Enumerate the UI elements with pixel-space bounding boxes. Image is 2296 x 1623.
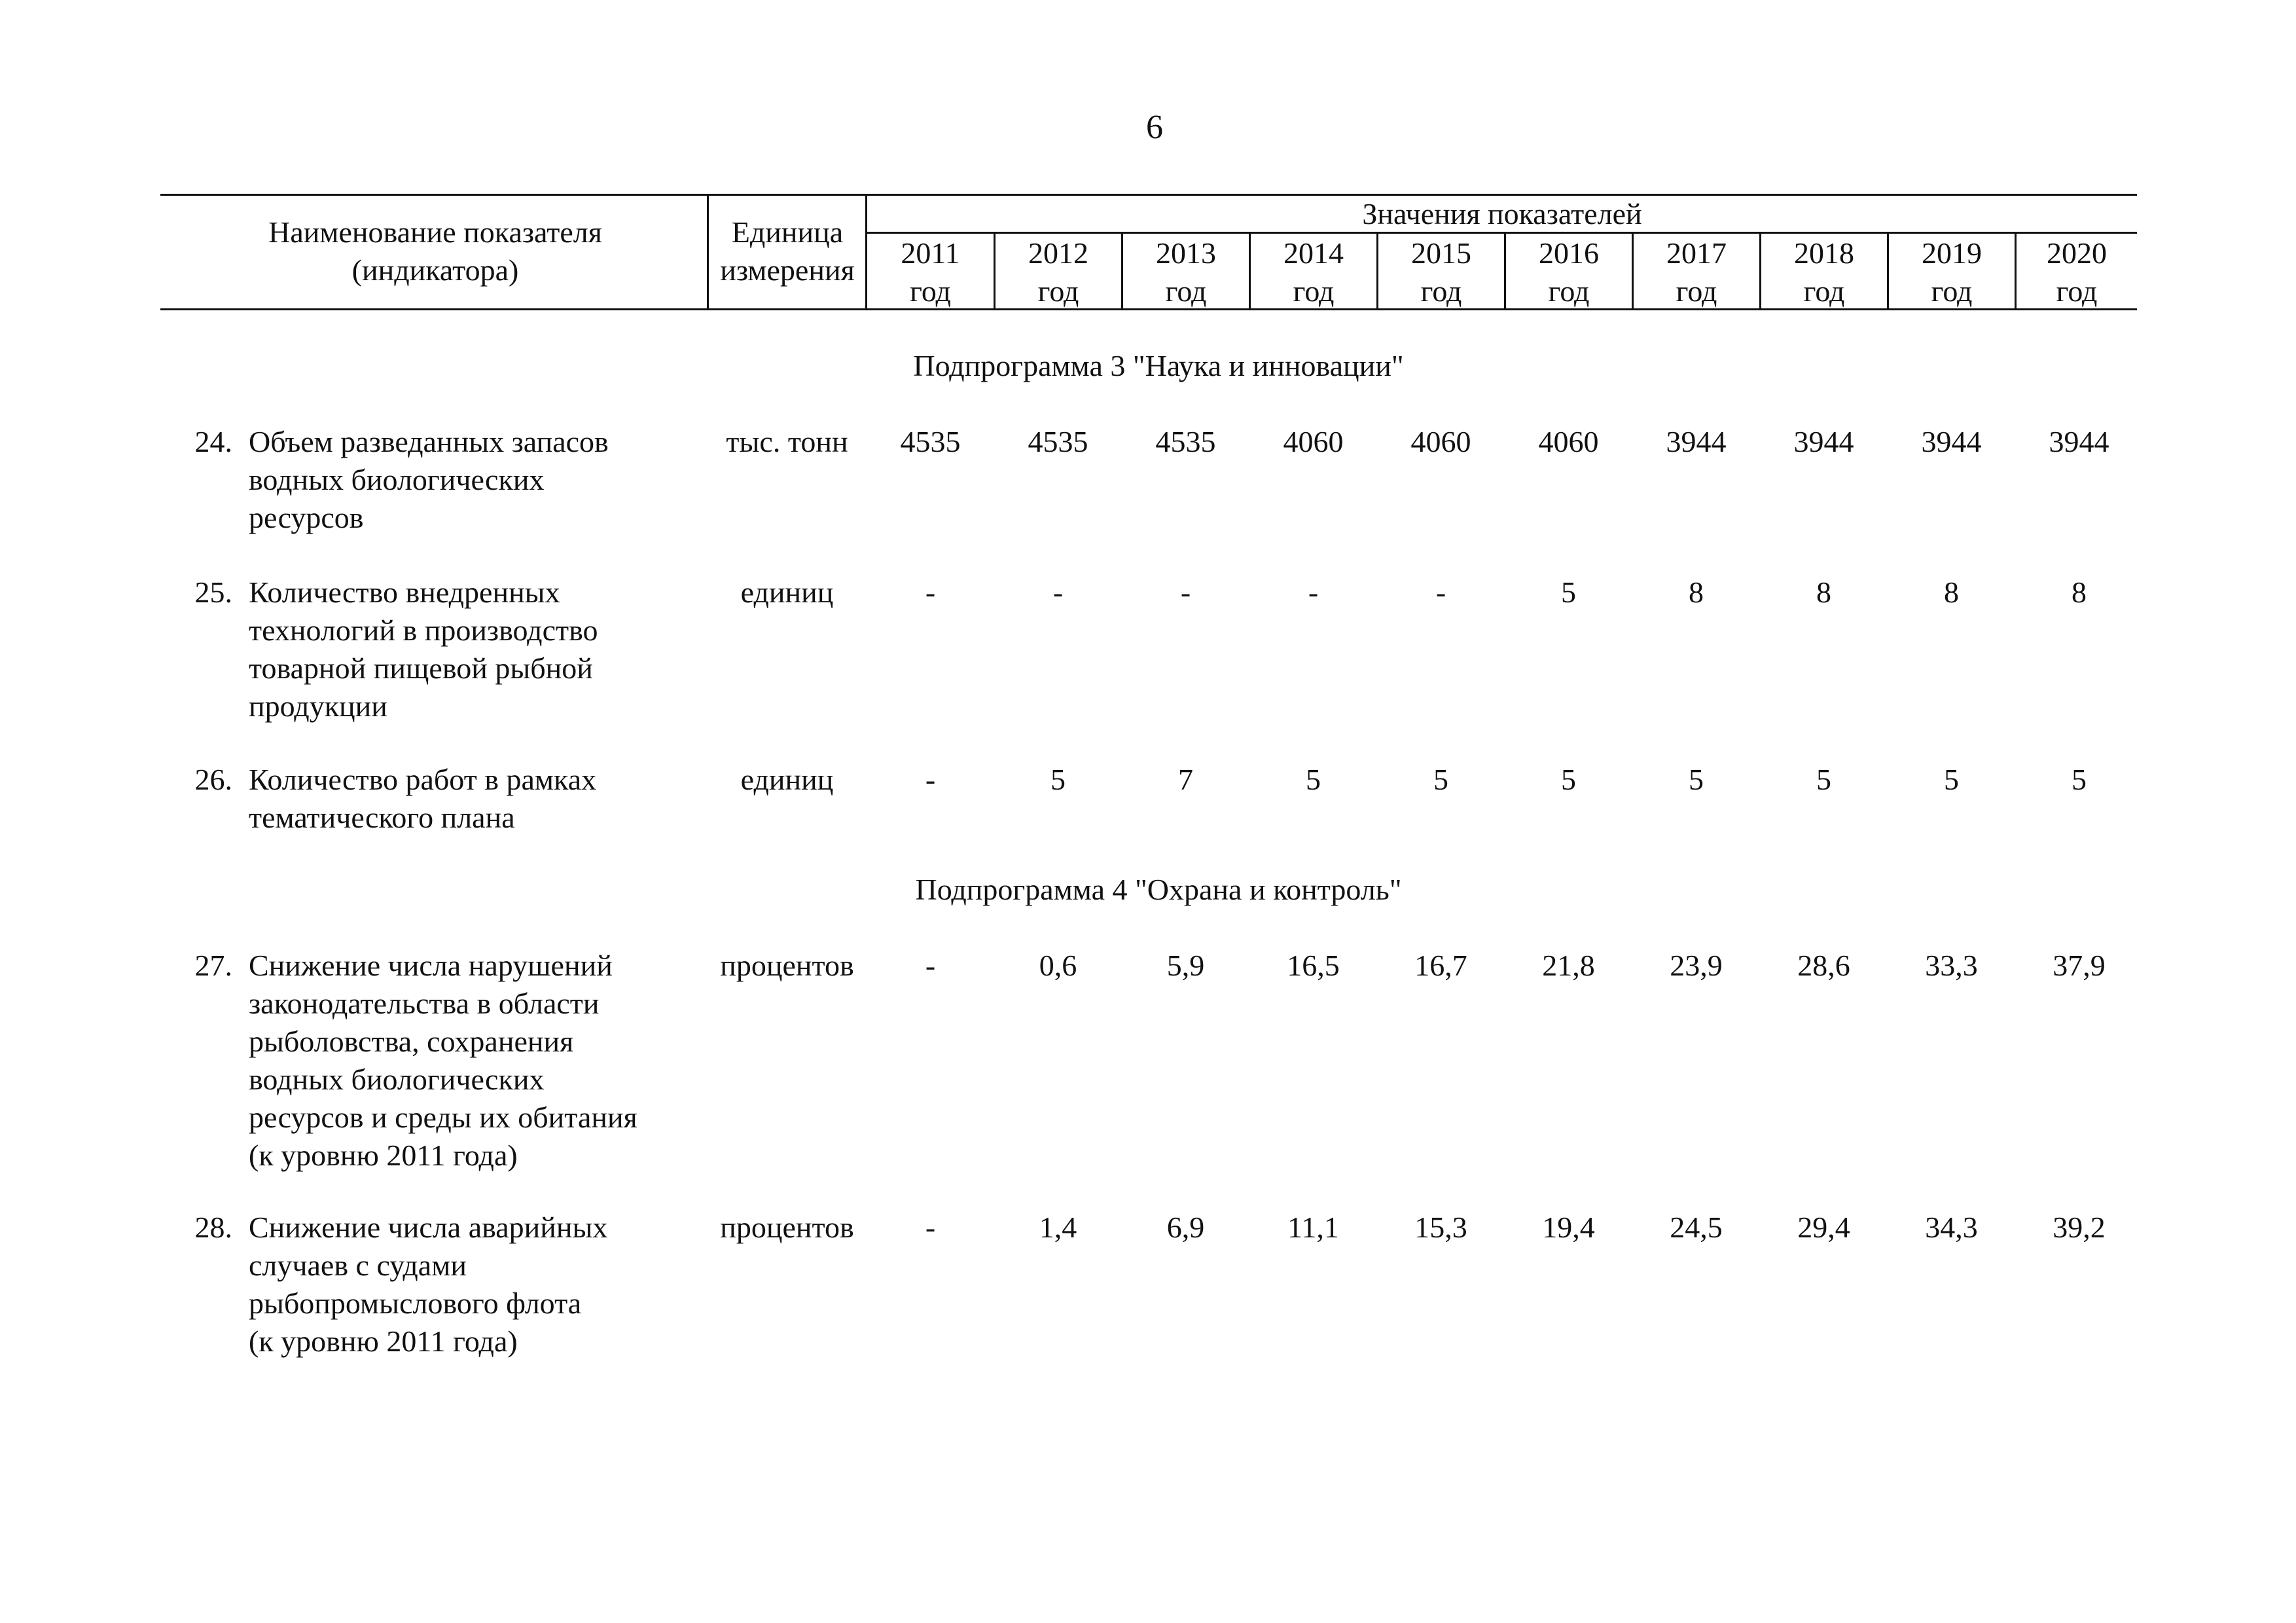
header-year-2015 bbox=[1378, 234, 1504, 310]
value-2012: 1,4 bbox=[1039, 1211, 1077, 1244]
row-number: 24. bbox=[194, 425, 232, 458]
value-2020: 37,9 bbox=[2053, 949, 2106, 982]
value-2016: 19,4 bbox=[1542, 1211, 1595, 1244]
year-label: 2011 bbox=[901, 236, 960, 270]
header-year-2018 bbox=[1761, 234, 1887, 310]
row-indicator-name: Объем разведанных запасов водных биологических ресурсов bbox=[249, 425, 609, 534]
value-2018: 29,4 bbox=[1797, 1211, 1850, 1244]
value-2015: 16,7 bbox=[1414, 949, 1467, 982]
header-year-2019 bbox=[1889, 234, 2015, 310]
value-2014: 16,5 bbox=[1287, 949, 1340, 982]
value-2013: 4535 bbox=[1155, 425, 1216, 458]
value-2013: 7 bbox=[1178, 763, 1193, 796]
value-2011: - bbox=[925, 949, 936, 982]
value-2014: 5 bbox=[1306, 763, 1321, 796]
value-2017: 3944 bbox=[1666, 425, 1727, 458]
value-2017: 5 bbox=[1689, 763, 1704, 796]
value-2018: 8 bbox=[1816, 575, 1831, 609]
value-2014: - bbox=[1308, 575, 1319, 609]
row-unit: тыс. тонн bbox=[726, 425, 848, 458]
row-number: 25. bbox=[194, 575, 232, 609]
year-suffix: год bbox=[1037, 274, 1079, 308]
value-2014: 11,1 bbox=[1287, 1211, 1339, 1244]
value-2011: 4535 bbox=[900, 425, 961, 458]
value-2018: 28,6 bbox=[1797, 949, 1850, 982]
header-year-2016 bbox=[1506, 234, 1632, 310]
row-indicator-name: Снижение числа аварийных случаев с судами рыбопромыслового флота (к уровню 2011 года) bbox=[249, 1211, 608, 1358]
value-2019: 34,3 bbox=[1925, 1211, 1978, 1244]
year-suffix: год bbox=[1420, 274, 1462, 308]
value-2016: 4060 bbox=[1538, 425, 1599, 458]
row-unit: процентов bbox=[720, 1211, 854, 1244]
value-2018: 5 bbox=[1816, 763, 1831, 796]
page-number: 6 bbox=[1146, 109, 1163, 146]
year-suffix: год bbox=[1293, 274, 1335, 308]
value-2012: 4535 bbox=[1028, 425, 1088, 458]
year-suffix: год bbox=[1803, 274, 1845, 308]
year-suffix: год bbox=[910, 274, 951, 308]
header-year-2014 bbox=[1251, 234, 1376, 310]
year-label: 2013 bbox=[1156, 236, 1216, 270]
year-suffix: год bbox=[1165, 274, 1207, 308]
year-suffix: год bbox=[1676, 274, 1717, 308]
value-2015: 15,3 bbox=[1414, 1211, 1467, 1244]
row-number: 26. bbox=[194, 763, 232, 796]
value-2017: 24,5 bbox=[1670, 1211, 1723, 1244]
year-label: 2020 bbox=[2047, 236, 2107, 270]
header-unit-column: Единица измерения bbox=[720, 215, 855, 287]
value-2013: 5,9 bbox=[1166, 949, 1205, 982]
row-unit: процентов bbox=[720, 949, 854, 982]
value-2019: 5 bbox=[1944, 763, 1959, 796]
row-indicator-name: Количество внедренных технологий в производство товарной пищевой рыбной продукции bbox=[249, 575, 598, 723]
header-year-2020 bbox=[2017, 234, 2137, 310]
value-2011: - bbox=[925, 575, 936, 609]
value-2015: - bbox=[1435, 575, 1446, 609]
value-2015: 4060 bbox=[1410, 425, 1471, 458]
value-2019: 8 bbox=[1944, 575, 1959, 609]
value-2020: 8 bbox=[2072, 575, 2087, 609]
header-year-2012 bbox=[996, 234, 1121, 310]
value-2018: 3944 bbox=[1793, 425, 1854, 458]
year-label: 2017 bbox=[1666, 236, 1727, 270]
value-2016: 5 bbox=[1561, 763, 1576, 796]
row-number: 28. bbox=[194, 1211, 232, 1244]
value-2013: - bbox=[1180, 575, 1191, 609]
subprogram-4-title: Подпрограмма 4 "Охрана и контроль" bbox=[915, 873, 1402, 906]
value-2019: 3944 bbox=[1921, 425, 1982, 458]
header-year-2011 bbox=[867, 234, 994, 310]
year-label: 2019 bbox=[1922, 236, 1982, 270]
year-label: 2012 bbox=[1028, 236, 1088, 270]
value-2020: 3944 bbox=[2049, 425, 2109, 458]
value-2012: 0,6 bbox=[1039, 949, 1077, 982]
value-2016: 21,8 bbox=[1542, 949, 1595, 982]
value-2017: 23,9 bbox=[1670, 949, 1723, 982]
year-label: 2018 bbox=[1794, 236, 1854, 270]
year-suffix: год bbox=[2056, 274, 2098, 308]
value-2020: 5 bbox=[2072, 763, 2087, 796]
value-2016: 5 bbox=[1561, 575, 1576, 609]
value-2013: 6,9 bbox=[1166, 1211, 1205, 1244]
subprogram-3-title: Подпрограмма 3 "Наука и инновации" bbox=[913, 349, 1404, 382]
value-2020: 39,2 bbox=[2053, 1211, 2106, 1244]
year-suffix: год bbox=[1548, 274, 1590, 308]
value-2014: 4060 bbox=[1283, 425, 1344, 458]
value-2012: 5 bbox=[1050, 763, 1066, 796]
value-2011: - bbox=[925, 763, 936, 796]
value-2012: - bbox=[1052, 575, 1064, 609]
row-indicator-name: Снижение числа нарушений законодательства в области рыболовства, сохранения водных биологических ресурсов и среды их обитания (к уровню 2011 года) bbox=[249, 949, 637, 1172]
year-suffix: год bbox=[1931, 274, 1973, 308]
value-2015: 5 bbox=[1433, 763, 1448, 796]
row-indicator-name: Количество работ в рамках тематического плана bbox=[249, 763, 597, 834]
value-2017: 8 bbox=[1689, 575, 1704, 609]
year-label: 2016 bbox=[1539, 236, 1599, 270]
value-2019: 33,3 bbox=[1925, 949, 1978, 982]
row-unit: единиц bbox=[740, 575, 834, 609]
header-values-title: Значения показателей bbox=[1362, 197, 1642, 230]
year-label: 2014 bbox=[1283, 236, 1344, 270]
header-name-column: Наименование показателя (индикатора) bbox=[268, 215, 602, 287]
value-2011: - bbox=[925, 1211, 936, 1244]
year-label: 2015 bbox=[1411, 236, 1471, 270]
row-unit: единиц bbox=[740, 763, 834, 796]
row-number: 27. bbox=[194, 949, 232, 982]
header-year-2013 bbox=[1123, 234, 1249, 310]
header-year-2017 bbox=[1634, 234, 1759, 310]
